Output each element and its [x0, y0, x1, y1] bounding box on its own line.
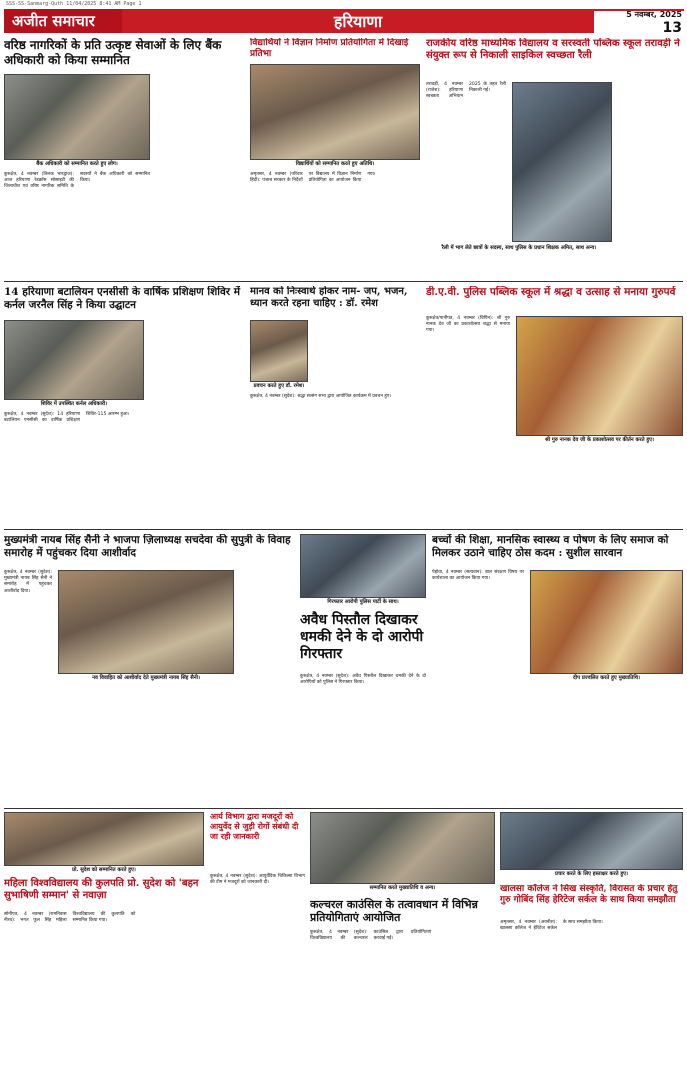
photo-caption: रैली में भाग लेते छात्रों के सदस्य, साथ पुलिस के प्रधान शिक्षक अमित, साथ अन्य।	[426, 244, 612, 252]
body: तरावड़ी, 4 नवम्बर (राजेश): हरियाणा स्वच्छता अभियान 2025 के तहत रैली निकाली गई।	[426, 82, 506, 100]
body-continued	[618, 82, 683, 276]
headline: राजकीय वरिष्ठ माध्यमिक विद्यालय व सरस्वती पब्लिक स्कूल तरावड़ी ने संयुक्त रूप से निकाली साइकिल स्वच्छता रैली	[426, 38, 680, 62]
headline: मानव को निःस्वार्थ होकर नाम- जप, भजन, ध्यान करते रहना चाहिए : डॉ. रमेश	[250, 286, 408, 310]
body: कुरुक्षेत्र, 4 नवम्बर (तिलक भारद्वाज): आज हरियाणा रेडक्रॉस सोसाइटी की जिलाधीश एवं वरिष्ठ नागरिक समिति के सदस्यों ने बैंक अधिकारी को सम्मानित किया।	[4, 172, 150, 190]
body: कुरुक्षेत्र, 4 नवम्बर (सुदेश): आयुर्वेदिक चिकित्सा विभाग की टीम ने मजदूरों को जानकारी दी।	[210, 874, 305, 886]
divider	[4, 808, 683, 809]
photo	[250, 64, 420, 160]
headline: खालसा कॉलेज ने सिख संस्कृति, विरासत के प्रचार हेतु गुरु गोबिंद सिंह हेरिटेज सर्कल के साथ किया समझौता	[500, 884, 678, 905]
body: अमृतसर, 4 नवम्बर (अवनीश): खालसा कॉलेज ने हेरिटेज सर्कल के साथ समझौता किया।	[500, 920, 603, 932]
article-manav	[250, 286, 420, 526]
photo	[530, 570, 683, 674]
article-bank	[4, 38, 244, 278]
photo	[58, 570, 234, 674]
photo	[250, 320, 308, 382]
photo	[310, 812, 495, 884]
headline: वरिष्ठ नागरिकों के प्रति उत्कृष्ट सेवाओं के लिए बैंक अधिकारी को किया सम्मानित	[4, 38, 222, 67]
article-khalsa	[500, 884, 683, 1086]
headline: 14 हरियाणा बटालियन एनसीसी के वार्षिक प्रशिक्षण शिविर में कर्नल जरनैल सिंह ने किया उद्घाटन	[4, 286, 241, 311]
divider	[4, 529, 683, 530]
photo	[516, 316, 683, 436]
body: पेहोवा, 4 नवम्बर (सत्यवान): बाल संरक्षण विषय पर कार्यशाला का आयोजन किया गया।	[432, 570, 524, 582]
body: कुरुक्षेत्र, 4 नवम्बर (सुदेश): 14 हरियाणा बटालियन एनसीसी का वार्षिक प्रशिक्षण शिविर-115 आरम्भ हुआ।	[4, 412, 130, 424]
headline: मुख्यमंत्री नायब सिंह सैनी ने भाजपा ज़िलाध्यक्ष सचदेवा की सुपुत्री के विवाह समारोह में पहुंचकर दिया आशीर्वाद	[4, 534, 291, 559]
body: कुरुक्षेत्र, 4 नवम्बर (सुदेश): विश्वविद्यालय की कल्चरल काउंसिल द्वारा प्रतियोगिताएं करवाई गईं।	[310, 930, 432, 942]
photo	[4, 812, 204, 866]
article-dav	[426, 286, 683, 526]
masthead-date-block	[594, 9, 684, 36]
photo-caption: सम्मानित करते मुख्यातिथि व अन्य।	[310, 884, 495, 892]
photo-caption: श्री गुरु नानक देव जी के प्रकाशोत्सव पर कीर्तन करते हुए।	[516, 436, 683, 444]
body: कुरुक्षेत्र, 4 नवम्बर (सुदेश): अवैध पिस्तौल दिखाकर धमकी देने के दो आरोपियों को पुलिस ने गिरफ्तार किया।	[300, 674, 426, 686]
body: कुरुक्षेत्र, 4 नवम्बर (सुदेश): मुख्यमंत्री नायब सिंह सैनी ने समारोह में पहुंचकर आशीर्वाद दिया।	[4, 570, 52, 594]
headline: डी.ए.वी. पुलिस पब्लिक स्कूल में श्रद्धा व उत्साह से मनाया गुरुपर्व	[426, 286, 676, 298]
headline: अवैध पिस्तौल दिखाकर धमकी देने के दो आरोपी गिरफ्तार	[300, 612, 424, 663]
body-continued	[156, 74, 244, 276]
headline: महिला विश्वविद्यालय की कुलपति प्रो. सुदेश को 'बहन सुभाषिणी सम्मान' से नवाज़ा	[4, 878, 199, 902]
photo	[4, 74, 150, 160]
photo-caption: बैंक अधिकारी को सम्मानित करते हुए लोग।	[4, 160, 150, 168]
body: सोनीपत, 4 नवम्बर (रामनिवास नीरव): भगत फूल सिंह महिला विश्वविद्यालय की कुलपति को सम्मानित किया गया।	[4, 912, 136, 924]
body: कुरुक्षेत्र/पानीपत, 4 नवम्बर (विपिन): श्री गुरु नानक देव जी का प्रकाशोत्सव श्रद्धा से मनाया गया।	[426, 316, 510, 334]
divider	[4, 281, 683, 282]
article-rally	[426, 38, 683, 278]
issue-date: 5 नवम्बर, 2025	[626, 9, 682, 19]
photo-caption: प्रो. सुदेश को सम्मानित करते हुए।	[4, 866, 204, 874]
article-police	[300, 534, 426, 804]
photo-caption: प्रवचन करते हुए डॉ. रमेश।	[250, 382, 308, 390]
page-number: 13	[662, 19, 682, 36]
masthead	[4, 9, 684, 36]
section-title: हरियाणा	[122, 9, 594, 33]
headline: कल्चरल काउंसिल के तत्वावधान में विभिन्न प्रतियोगिताएं आयोजित	[310, 898, 478, 925]
photo-caption: नव विवाहित को आशीर्वाद देते मुख्यमंत्री नायब सिंह सैनी।	[58, 674, 234, 682]
article-science	[250, 38, 420, 278]
photo-caption: गिरफ्तार आरोपी पुलिस पार्टी के साथ।	[300, 598, 426, 606]
photo	[300, 534, 426, 598]
article-sports-box	[500, 812, 683, 882]
article-vc	[4, 812, 204, 1086]
body-continued	[150, 320, 244, 410]
print-meta-line: SSS-SS-Sanmarg-Quth 11/04/2025 8:41 AM Page 1	[6, 1, 142, 7]
headline: विद्यार्थियों ने विज्ञान निर्माण प्रतियोगिता में दिखाई प्रतिभा	[250, 38, 409, 59]
photo-caption: शिविर में उपस्थित कर्नल अधिकारी।	[4, 400, 144, 408]
article-arya	[210, 812, 305, 1086]
article-ncc	[4, 286, 244, 526]
body: अमृतसर, 4 नवम्बर (परिवार हिंदी): पंजाब सरकार के निर्देशों पर विद्यालय में विज्ञान निर्माण प्रतियोगिता का आयोजन किया गया।	[250, 172, 376, 184]
article-cultural	[310, 812, 495, 1086]
article-saini	[4, 534, 294, 804]
paper-name: अजीत समाचार	[4, 9, 122, 33]
photo	[4, 320, 144, 400]
body-continued	[530, 686, 683, 802]
photo-caption: दीप प्रज्वलित करते हुए मुख्यातिथि।	[530, 674, 683, 682]
headline: आर्य विभाग द्वारा मजदूरों को आयुर्वेद से जुड़ी रोगों संबंधी दी जा रही जानकारी	[210, 812, 299, 841]
body: कुरुक्षेत्र, 4 नवम्बर (सुदेश): श्रद्धा सत्संग सभा द्वारा आयोजित कार्यक्रम में प्रवचन हुए।	[250, 394, 392, 399]
photo	[500, 812, 683, 870]
headline: बच्चों की शिक्षा, मानसिक स्वास्थ्य व पोषण के लिए समाज को मिलकर उठाने चाहिए ठोस कदम : सुशील सारवान	[432, 534, 669, 559]
body-continued	[240, 570, 294, 802]
photo-caption: प्रचार करते के लिए हस्ताक्षर करते हुए।	[500, 870, 683, 878]
article-children	[432, 534, 683, 804]
photo-caption: विद्यार्थियों को सम्मानित करते हुए अतिथि।	[250, 160, 420, 168]
photo	[512, 82, 612, 242]
